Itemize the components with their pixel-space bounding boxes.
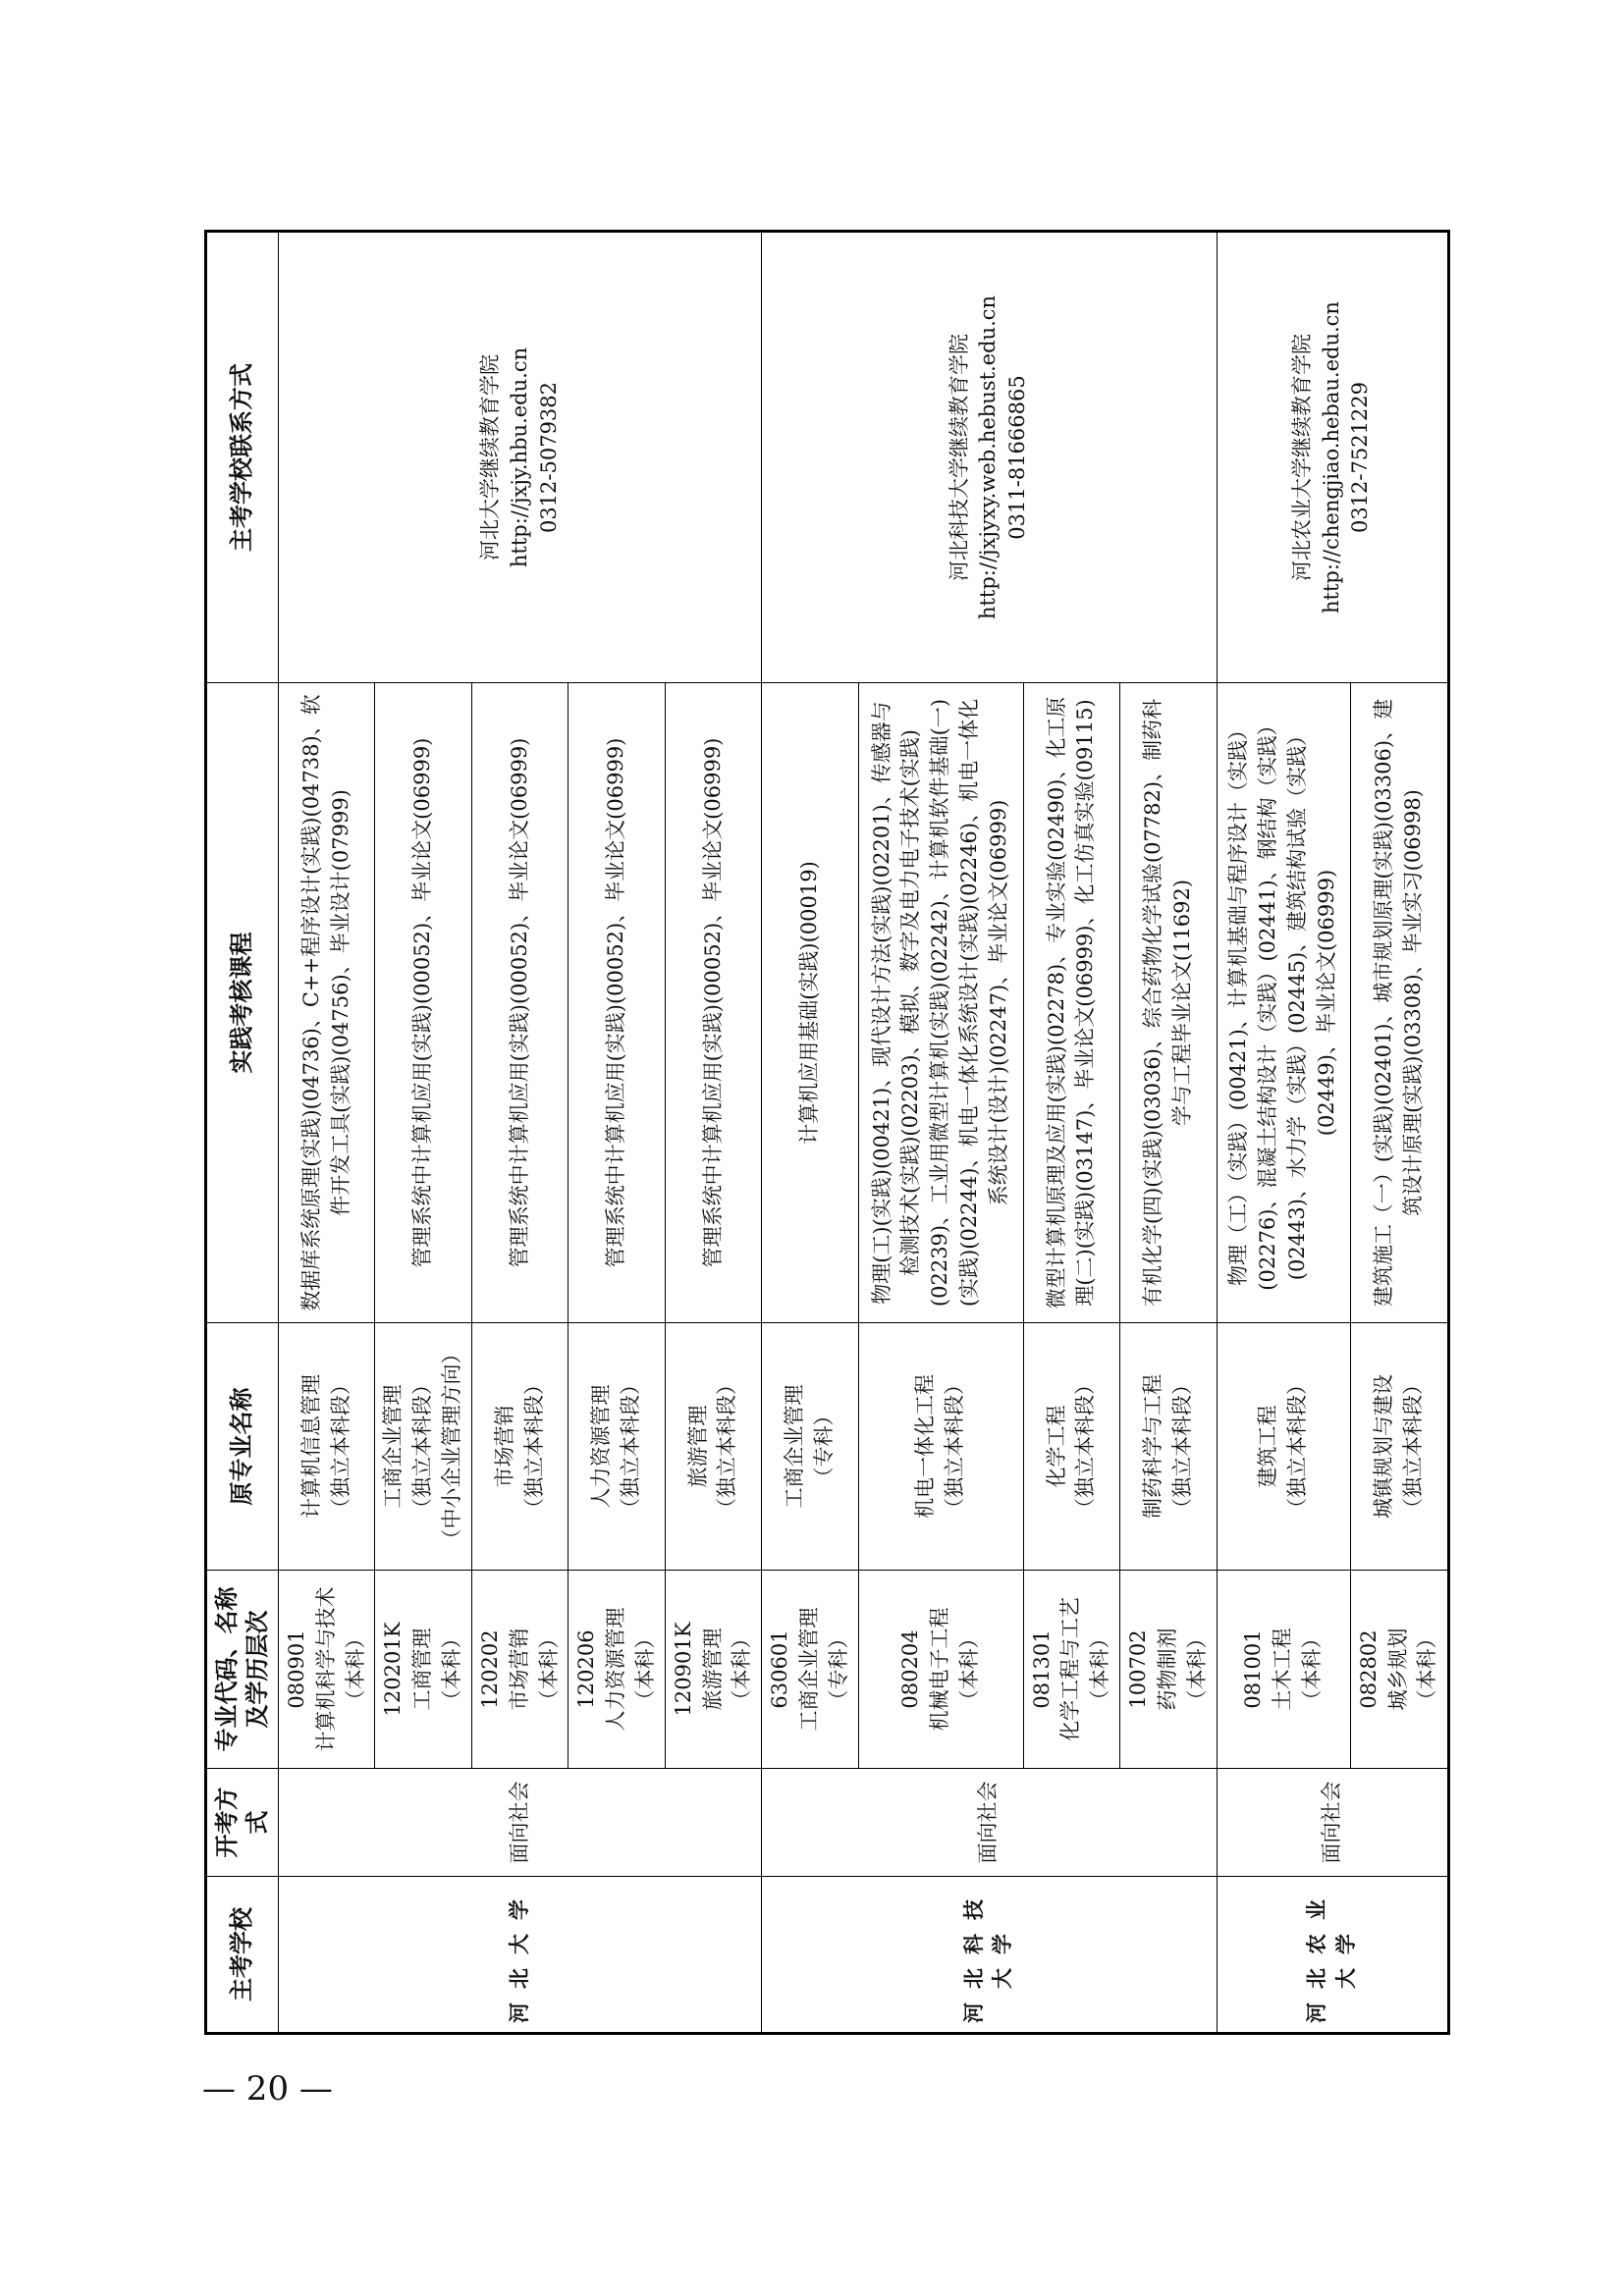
contact-office: 河北农业大学继续教育学院 xyxy=(1289,334,1314,581)
table-row xyxy=(762,232,858,2034)
course-table xyxy=(204,230,1450,2035)
orig-major-level: （独立本科段） xyxy=(328,1374,352,1519)
contact-url: http://jxjyxy.web.hebust.edu.cn xyxy=(976,294,1001,620)
orig-major-cell xyxy=(1023,1323,1119,1571)
orig-major-cell xyxy=(568,1323,665,1571)
school-name: 河北农业大学 xyxy=(1217,1877,1448,2034)
contact-phone: 0312-5079382 xyxy=(536,381,561,534)
major-code: 081301 xyxy=(1029,1629,1054,1709)
orig-major-name: 计算机信息管理 xyxy=(298,1374,323,1519)
orig-major-name: 建筑工程 xyxy=(1256,1405,1280,1488)
practice-courses: 建筑施工（一）(实践)(02401)、城市规划原理(实践)(03306)、建筑设计原理(实践)(03308)、毕业实习(06998) xyxy=(1350,683,1448,1323)
major-name: 化学工程与工艺 xyxy=(1058,1597,1083,1741)
contact-cell xyxy=(762,232,1217,683)
exam-mode: 面向社会 xyxy=(1217,1769,1448,1877)
major-level: （本科） xyxy=(957,1628,982,1711)
orig-major-cell xyxy=(375,1323,471,1571)
major-level: （本科） xyxy=(440,1628,464,1711)
orig-major-name: 制药科学与工程 xyxy=(1140,1374,1164,1519)
major-cell xyxy=(375,1571,471,1769)
orig-major-name: 旅游管理 xyxy=(685,1405,710,1488)
major-code: 100702 xyxy=(1126,1629,1151,1709)
major-level: （本科） xyxy=(730,1628,754,1711)
school-name: 河北大学 xyxy=(279,1877,762,2034)
major-code: 630601 xyxy=(768,1629,792,1709)
major-cell xyxy=(1120,1571,1217,1769)
orig-major-level: （独立本科段） xyxy=(943,1374,967,1519)
contact-cell xyxy=(1217,232,1448,683)
contact-cell xyxy=(279,232,762,683)
page-number: — 20 — xyxy=(202,2069,333,2109)
major-level: （专科） xyxy=(826,1628,850,1711)
major-code: 120201K xyxy=(381,1622,406,1717)
orig-major-name: 工商企业管理 xyxy=(381,1384,406,1509)
orig-major-name: 化学工程 xyxy=(1044,1405,1068,1488)
major-cell xyxy=(471,1571,568,1769)
orig-major-level: （专科） xyxy=(811,1405,836,1488)
contact-phone: 0311-81666865 xyxy=(1005,375,1030,540)
major-code: 120206 xyxy=(574,1629,599,1709)
orig-major-name: 机电一体化工程 xyxy=(913,1374,938,1519)
contact-office: 河北科技大学继续教育学院 xyxy=(947,334,971,581)
major-name: 工商管理 xyxy=(410,1628,435,1711)
major-cell xyxy=(1350,1571,1448,1769)
practice-courses: 物理(工)(实践)(00421)、现代设计方法(实践)(02201)、传感器与检测技术(实践)(02203)、模拟、数字及电力电子技术(实践)(02239)、工业用微型计算机(实践)(02242)、计算机软件基础(一)(实践)(02244)、机电一体化系统设计(实践)(02246)、机电一体化系统设计(设计)(02247)、毕业论文(06999) xyxy=(858,683,1023,1323)
header-mode: 开考方式 xyxy=(206,1769,279,1877)
orig-major-cell xyxy=(471,1323,568,1571)
major-cell xyxy=(665,1571,761,1769)
major-name: 机械电子工程 xyxy=(928,1607,952,1732)
header-row xyxy=(206,232,279,2034)
major-name: 计算机科学与技术 xyxy=(313,1586,338,1752)
practice-courses: 物理（工）（实践）(00421)、计算机基础与程序设计（实践）(02276)、混凝土结构设计（实践）(02441)、钢结构（实践）(02443)、水力学（实践）(02445)、建筑结构试验（实践）(02449)、毕业论文(06999) xyxy=(1217,683,1350,1323)
major-code: 082802 xyxy=(1356,1629,1380,1709)
major-level: （本科） xyxy=(1088,1628,1112,1711)
exam-mode: 面向社会 xyxy=(762,1769,1217,1877)
orig-major-level: （独立本科段） xyxy=(1400,1374,1425,1519)
exam-mode: 面向社会 xyxy=(279,1769,762,1877)
rotated-table-container xyxy=(204,233,1439,2035)
school-name: 河北科技大学 xyxy=(762,1877,1217,2034)
contact-phone: 0312-7521229 xyxy=(1348,381,1373,534)
major-name: 药物制剂 xyxy=(1155,1628,1179,1711)
orig-major-level: （独立本科段） xyxy=(1169,1374,1194,1519)
header-major: 专业代码、名称及学历层次 xyxy=(206,1571,279,1769)
header-contact: 主考学校联系方式 xyxy=(206,232,279,683)
orig-major-cell xyxy=(1350,1323,1448,1571)
major-name: 市场营销 xyxy=(507,1628,531,1711)
practice-courses: 管理系统中计算机应用(实践)(00052)、毕业论文(06999) xyxy=(471,683,568,1323)
practice-courses: 管理系统中计算机应用(实践)(00052)、毕业论文(06999) xyxy=(665,683,761,1323)
practice-courses: 管理系统中计算机应用(实践)(00052)、毕业论文(06999) xyxy=(568,683,665,1323)
orig-major-name: 市场营销 xyxy=(492,1405,516,1488)
major-code: 120202 xyxy=(477,1629,502,1709)
major-cell xyxy=(762,1571,858,1769)
orig-major-level: （独立本科段） xyxy=(715,1374,739,1519)
orig-major-cell xyxy=(665,1323,761,1571)
major-code: 080204 xyxy=(898,1629,923,1709)
orig-major-level: （独立本科段） xyxy=(410,1374,435,1519)
header-courses: 实践考核课程 xyxy=(206,683,279,1323)
contact-url: http://chengjiao.hebau.edu.cn xyxy=(1319,301,1343,614)
major-cell xyxy=(858,1571,1023,1769)
major-cell xyxy=(568,1571,665,1769)
orig-major-cell xyxy=(858,1323,1023,1571)
orig-major-name: 工商企业管理 xyxy=(783,1384,807,1509)
orig-major-direction: （中小企业管理方向） xyxy=(440,1343,464,1550)
major-name: 城乡规划 xyxy=(1385,1628,1410,1711)
practice-courses: 数据库系统原理(实践)(04736)、C++程序设计(实践)(04738)、软件开发工具(实践)(04756)、毕业设计(07999) xyxy=(279,683,375,1323)
major-cell xyxy=(1217,1571,1350,1769)
orig-major-cell xyxy=(762,1323,858,1571)
table-row xyxy=(279,232,375,2034)
contact-office: 河北大学继续教育学院 xyxy=(477,354,502,561)
major-cell xyxy=(279,1571,375,1769)
major-cell xyxy=(1023,1571,1119,1769)
major-level: （本科） xyxy=(536,1628,561,1711)
major-code: 120901K xyxy=(671,1622,695,1717)
orig-major-cell xyxy=(279,1323,375,1571)
major-name: 旅游管理 xyxy=(700,1628,725,1711)
practice-courses: 微型计算机原理及应用(实践)(02278)、专业实验(02490)、化工原理(二)(实践)(03147)、毕业论文(06999)、化工仿真实验(09115) xyxy=(1023,683,1119,1323)
header-orig: 原专业名称 xyxy=(206,1323,279,1571)
major-level: （本科） xyxy=(1415,1628,1439,1711)
orig-major-level: （独立本科段） xyxy=(521,1374,546,1519)
practice-courses: 计算机应用基础(实践)(00019) xyxy=(762,683,858,1323)
orig-major-name: 城镇规划与建设 xyxy=(1371,1374,1395,1519)
major-code: 081001 xyxy=(1241,1629,1266,1709)
table-row xyxy=(1217,232,1350,2034)
orig-major-name: 人力资源管理 xyxy=(589,1384,614,1509)
orig-major-level: （独立本科段） xyxy=(1285,1374,1309,1519)
orig-major-cell xyxy=(1120,1323,1217,1571)
major-level: （本科） xyxy=(343,1628,367,1711)
major-name: 土木工程 xyxy=(1271,1628,1295,1711)
orig-major-cell xyxy=(1217,1323,1350,1571)
major-level: （本科） xyxy=(632,1628,657,1711)
practice-courses: 管理系统中计算机应用(实践)(00052)、毕业论文(06999) xyxy=(375,683,471,1323)
major-name: 工商企业管理 xyxy=(797,1607,821,1732)
major-level: （本科） xyxy=(1299,1628,1324,1711)
header-school: 主考学校 xyxy=(206,1877,279,2034)
contact-url: http://jxjy.hbu.edu.cn xyxy=(507,347,531,568)
major-level: （本科） xyxy=(1184,1628,1209,1711)
orig-major-level: （独立本科段） xyxy=(1073,1374,1098,1519)
major-code: 080901 xyxy=(285,1629,308,1709)
orig-major-level: （独立本科段） xyxy=(619,1374,643,1519)
major-name: 人力资源管理 xyxy=(604,1607,628,1732)
practice-courses: 有机化学(四)(实践)(03036)、综合药物化学试验(07782)、制药科学与工程毕业论文(11692) xyxy=(1120,683,1217,1323)
